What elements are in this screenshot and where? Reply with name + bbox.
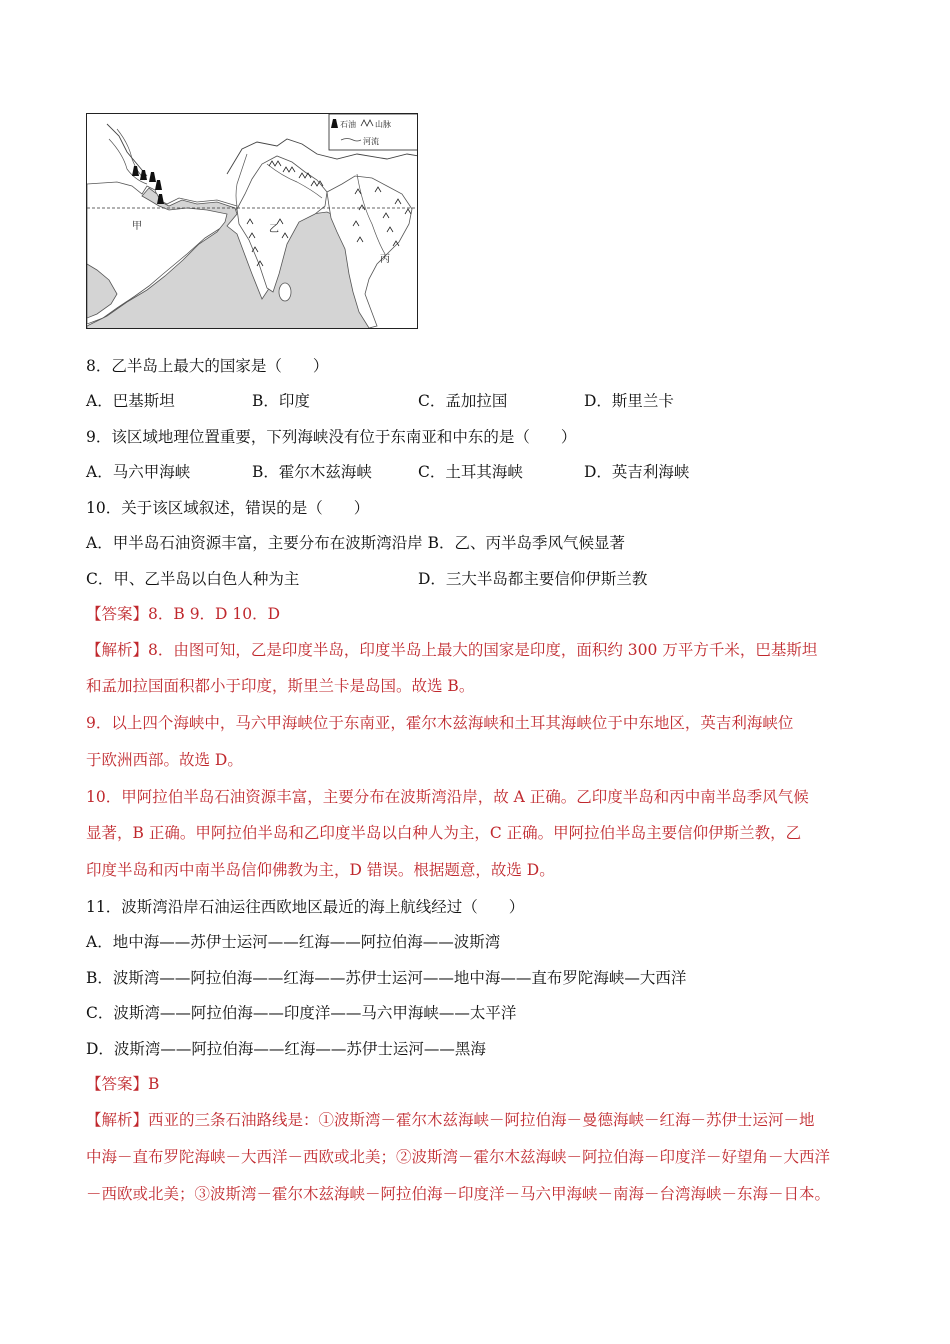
- map-legend: [329, 114, 418, 150]
- q10-option-ab: A．甲半岛石油资源丰富，主要分布在波斯湾沿岸 B．乙、丙半岛季风气候显著: [86, 534, 626, 552]
- explanation-text: 西亚的三条石油路线是：①波斯湾－霍尔木兹海峡－阿拉伯海－曼德海峡－红海－苏伊士运河－地: [148, 1111, 815, 1129]
- q9-stem: 9．该区域地理位置重要，下列海峡没有位于东南亚和中东的是（ ）: [86, 428, 577, 446]
- explanation-text: 8．由图可知，乙是印度半岛，印度半岛上最大的国家是印度，面积约 300 万平方千米，巴基斯坦: [148, 641, 818, 659]
- q8-stem: 8．乙半岛上最大的国家是（ ）: [86, 357, 329, 375]
- q9-option-b: B．霍尔木兹海峡: [252, 463, 372, 481]
- q10-option-d: D．三大半岛都主要信仰伊斯兰教: [418, 570, 648, 588]
- answer-text: B: [148, 1075, 160, 1093]
- q11-stem: 11．波斯湾沿岸石油运往西欧地区最近的海上航线经过（ ）: [86, 898, 525, 916]
- explanation-1-line-3: 9．以上四个海峡中，马六甲海峡位于东南亚，霍尔木兹海峡和土耳其海峡位于中东地区，英吉利海峡位: [86, 714, 794, 732]
- explanation-1-line-4: 于欧洲西部。故选 D。: [86, 751, 243, 769]
- q11-option-d: D．波斯湾——阿拉伯海——红海——苏伊士运河——黑海: [86, 1040, 486, 1058]
- legend-river: 河流: [363, 137, 379, 146]
- explanation-2-line-2: 中海－直布罗陀海峡－大西洋－西欧或北美；②波斯湾－霍尔木兹海峡－阿拉伯海－印度洋－好望角－大西洋: [86, 1148, 831, 1166]
- label-bing: 丙: [380, 254, 390, 265]
- q9-option-c: C．土耳其海峡: [418, 463, 523, 481]
- legend-oil: 石油: [340, 120, 356, 129]
- oil-icon: [149, 172, 156, 182]
- explanation-2-line-1: [86, 1110, 815, 1130]
- sri-lanka-land: [279, 283, 291, 301]
- label-jia: 甲: [132, 221, 142, 232]
- q8-option-b: B．印度: [252, 392, 310, 410]
- q11-option-c: C．波斯湾——阿拉伯海——印度洋——马六甲海峡——太平洋: [86, 1004, 517, 1022]
- q11-option-a: A．地中海——苏伊士运河——红海——阿拉伯海——波斯湾: [86, 933, 501, 951]
- answer-label: 【答案】: [86, 605, 149, 623]
- q11-option-b: B．波斯湾——阿拉伯海——红海——苏伊士运河——地中海——直布罗陀海峡—大西洋: [86, 969, 687, 987]
- explanation-2-line-3: －西欧或北美；③波斯湾－霍尔木兹海峡－阿拉伯海－印度洋－马六甲海峡－南海－台湾海峡－东海－日本。: [86, 1185, 831, 1203]
- explanation-1-line-1: [86, 640, 817, 660]
- answer-block-2: [86, 1074, 159, 1094]
- legend-mountain: 山脉: [375, 120, 391, 129]
- explanation-1-line-6: 显著，B 正确。甲阿拉伯半岛和乙印度半岛以白种人为主，C 正确。甲阿拉伯半岛主要信仰伊斯兰教，乙: [86, 824, 802, 842]
- oil-icon: [132, 166, 139, 176]
- answer-block-1: [86, 604, 280, 624]
- map-drawing: [87, 114, 418, 329]
- q8-option-c: C．孟加拉国: [418, 392, 508, 410]
- oil-icon: [140, 170, 147, 180]
- q10-option-c: C．甲、乙半岛以白色人种为主: [86, 570, 300, 588]
- explanation-label: 【解析】: [86, 1111, 149, 1129]
- explanation-1-line-7: 印度半岛和丙中南半岛信仰佛教为主，D 错误。根据题意，故选 D。: [86, 861, 555, 879]
- q8-option-a: A．巴基斯坦: [86, 392, 175, 410]
- label-yi: 乙: [269, 224, 279, 235]
- oil-icon: [155, 180, 162, 190]
- q9-option-a: A．马六甲海峡: [86, 463, 191, 481]
- explanation-1-line-2: 和孟加拉国面积都小于印度，斯里兰卡是岛国。故选 B。: [86, 677, 475, 695]
- q9-option-d: D．英吉利海峡: [584, 463, 690, 481]
- q10-stem: 10．关于该区域叙述，错误的是（ ）: [86, 499, 370, 517]
- explanation-label: 【解析】: [86, 641, 149, 659]
- q8-option-d: D．斯里兰卡: [584, 392, 674, 410]
- answer-label: 【答案】: [86, 1075, 149, 1093]
- answer-text: 8．B 9．D 10．D: [148, 605, 281, 623]
- region-map: [86, 113, 418, 329]
- explanation-1-line-5: 10．甲阿拉伯半岛石油资源丰富，主要分布在波斯湾沿岸，故 A 正确。乙印度半岛和丙中南半岛季风气候: [86, 788, 809, 806]
